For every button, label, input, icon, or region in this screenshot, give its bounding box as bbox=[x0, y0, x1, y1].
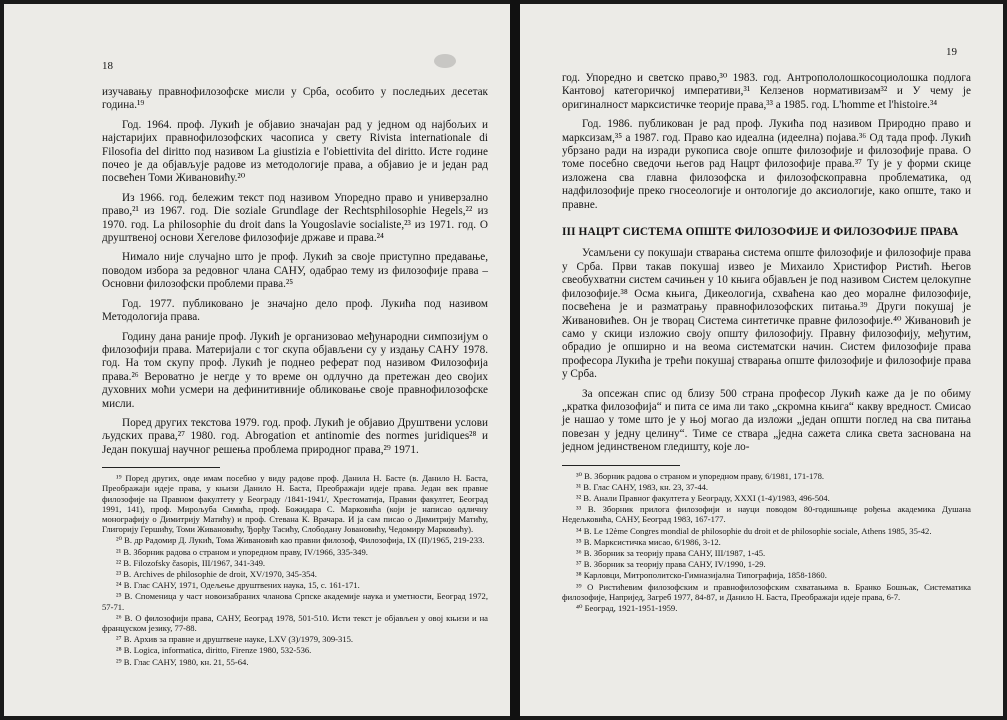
left-body-text bbox=[102, 86, 488, 457]
footnote: ³⁷ В. Зборник за теорију права САНУ, IV/1990, 1-29. bbox=[576, 559, 766, 570]
footnote-divider bbox=[102, 467, 220, 468]
footnote: ⁴⁰ Београд, 1921-1951-1959. bbox=[576, 603, 678, 613]
footnote: ²⁷ В. Архив за правне и друштвене науке, LXV (3)/1979, 309-315. bbox=[116, 634, 354, 645]
footnote: ²³ В. Archives de philosophie de droit, XV/1970, 345-354. bbox=[116, 568, 317, 579]
paragraph: Год. 1986. публикован је рад проф. Лукића под називом Природно право и марксизам,³⁵ а 1987. год. Право као идеална (идеелна) појава.³⁶ Од тада проф. Лукић убрзано ради на изради рукописа своје опште филозофије и филозофије права. О томе посебно сведочи његов рад Нацрт филозофије права.³⁷ Ту је у форми скице изложена сва главна филозофска и филозофскоправна проблематика, од надфилозофије преко гносеологије и онтологије до аксиологије, како опште, тако и правне. bbox=[562, 118, 971, 211]
footnote: ²⁰ В. др Радомир Д. Лукић, Тома Живановић као правни филозоф, Филозофија, IX (II)/1965, 219-233. bbox=[116, 535, 485, 546]
paragraph: изучавању правнофилозофске мисли у Срба, особито у последњих десетак година.¹⁹ bbox=[102, 86, 488, 112]
left-page bbox=[4, 4, 510, 716]
book-gutter bbox=[510, 0, 520, 720]
page-number-right: 19 bbox=[946, 46, 957, 58]
footnote: ²⁵ В. Споменица у част новоизабраних чланова Српске академије наука и уметности, Београд 1972, 57-71. bbox=[102, 591, 488, 612]
footnote: ³⁸ Карловци, Митрополитско-Гимназијална Типографија, 1858-1860. bbox=[576, 570, 827, 581]
paragraph: Поред других текстова 1979. год. проф. Лукић је објавио Друштвени услови људских права,²⁷ 1980. год. Abrogation et antinomie des normes juridiques²⁸ и Један покушај научног решења проблема природног права,²⁹ 1971. bbox=[102, 416, 488, 456]
footnote: ²² В. Filozofsky časopis, III/1967, 341-349. bbox=[116, 557, 266, 568]
paragraph: год. Упоредно и светско право,³⁰ 1983. год. Антропололошкосоциолошка подлога Кантовој категоричкој императиви,³¹ Келзенов нормативизам³² и У чему је оригиналност марксистичке теорије права,³³ а 1985. год. L'homme et l'histoire.³⁴ bbox=[562, 72, 971, 111]
footnote: ²¹ В. Зборник радова о страном и упоредном праву, IV/1966, 335-349. bbox=[116, 546, 368, 557]
paragraph: За опсежан спис од близу 500 страна професор Лукић каже да је по обиму „кратка филозофија“ и пита се има ли тако „скромна књига“ какву вредност. Смисао је нашао у томе што је у њој могао да изложи „један општи поглед на сва питања повезан у једну целину“. Тиме се ствара „једна сажета слика света заснована на једном јединственом гледишту, које ло- bbox=[562, 387, 971, 454]
footnote: ³⁴ В. Le 12ème Congres mondial de philosophie du droit et de philosophie sociale, Athens 1985, 35-42. bbox=[576, 525, 932, 536]
right-body-text bbox=[562, 72, 971, 455]
page-number-left: 18 bbox=[102, 60, 113, 72]
paragraph: Год. 1977. публиковано је значајно дело проф. Лукића под називом Методологија права. bbox=[102, 297, 488, 324]
footnote: ²⁴ В. Глас САНУ, 1971, Одељење друштвених наука, 15, с. 161-171. bbox=[116, 580, 360, 591]
paragraph: Годину дана раније проф. Лукић је организовао међународни симпозијум о филозофији права. Материјали с тог скупа објављени су у издању САНУ 1978. год. На том скупу проф. Лукић је поднео реферат под називом Филозофија права.²⁶ Вероватно је негде у то време он одлучно да претежан део својих духовних моћи усмери на дефинитивније обликовање своје правнофилозофске мисли. bbox=[102, 330, 488, 410]
footnote: ³³ В. Зборник прилога филозофији и науци поводом 80-годишњице рођења академика Душана Недељковића, САНУ, Београд 1983, 167-177. bbox=[562, 504, 971, 525]
footnote-divider bbox=[562, 465, 680, 466]
footnote: ³⁶ В. Зборник за теорију права САНУ, III/1987, 1-45. bbox=[576, 547, 766, 558]
section-heading: III НАЦРТ СИСТЕМА ОПШТЕ ФИЛОЗОФИЈЕ И ФИЛОЗОФИЈЕ ПРАВА bbox=[562, 226, 959, 239]
footnote: ²⁶ В. О филозофији права, САНУ, Београд 1978, 501-510. Исти текст је објављен у овој књизи и на француском језику, 77-88. bbox=[102, 612, 488, 633]
paragraph: Из 1966. год. бележим текст под називом Упоредно право и универзално право,²¹ из 1967. год. Die soziale Grundlage der Rechtsphilosophie Hegels,²² из 1970. год. La philosophie du droit dans la Yougoslavie socialiste,²³ из 1971. год. О друштвеној основи Хегелове филозофије државе и права.²⁴ bbox=[102, 191, 488, 245]
paragraph: Усамљени су покушаји стварања система опште филозофије и филозофије права у Срба. Први такав покушај извео је Михаило Христифор Ристић. Његов свеобухватни систем сачињен у 10 књига објављен је под називом Систем целокупне филозофије.³⁸ Осма књига, Дикеологија, схваћена као део моралне филозофије, посвећена је и разматрању правнофилозофских питања.³⁹ Други покушај је Живановићев. Он је творац Система синтетичке правне филозофије.⁴⁰ Живановић је само у скици изложио своју општу филозофију. Правну филозофију, међутим, обрадио је опширно и на веома систематски начин. Систем филозофије права професора Лукића је трећи покушај стварања опште филозофије и филозофије права у Срба. bbox=[562, 247, 971, 381]
left-footnotes bbox=[102, 473, 488, 667]
page-smudge bbox=[434, 54, 456, 68]
right-page bbox=[520, 4, 1003, 716]
footnote: ²⁹ В. Глас САНУ, 1980, кн. 21, 55-64. bbox=[116, 656, 249, 667]
footnote: ³² В. Анали Правног факултета у Београду, XXXI (1-4)/1983, 496-504. bbox=[576, 492, 830, 503]
footnote: ³⁵ В. Марксистичка мисао, 6/1986, 3-12. bbox=[576, 536, 721, 547]
footnote: ³⁹ О Ристићевим филозофским и правнофилозофским схватањима в. Бранко Бошњак, Систематика филозофије, Напријед, Загреб 1977, 84-87, и Данило Н. Баста, Преображаји идеје права, 6-7. bbox=[562, 581, 971, 602]
footnote: ³¹ В. Глас САНУ, 1983, кн. 23, 37-44. bbox=[576, 481, 709, 492]
right-footnotes bbox=[562, 471, 971, 614]
footnote: ²⁸ В. Logica, informatica, diritto, Firenze 1980, 532-536. bbox=[116, 645, 312, 656]
footnote: ¹⁹ Поред других, овде имам посебно у виду радове проф. Данила Н. Басте (в. Данило Н. Баста, Преображаји идеје права, у књизи Данило Н. Баста, Преображаји идеје права. Један век правне филозофије на Правном факултету у Београду /1841-1941/, Хрестоматија, Правни факултет, Београд 1991, 141), проф. Мирољуба Симића, проф. Божидара С. Марковића (који је написао одличну монографију о Димитрију Матићу) и проф. Стевана К. Врачара. И ја сам писао о Димитрију Матићу, Глигорију Гершићу, Томи Живановићу, Ђорђу Тасићу, Слободану Јовановићу, Чедомиру Марковићу). bbox=[102, 473, 488, 535]
paragraph: Год. 1964. проф. Лукић је објавио значајан рад у једном од најбољих и најстаријих правнофилозофских часописа у свету Rivista internationale di Filosofia del diritto под називом La giustizia e l'obiettivita del diritto. Исте године почео је да објављује радове из методологије права, а објавио је и један рад посвећен Томи Живановићу.²⁰ bbox=[102, 118, 488, 185]
paragraph: Нимало није случајно што је проф. Лукић за своје приступно предавање, поводом избора за редовног члана САНУ, одабрао тему из филозофије права – Основни филозофски проблеми права.²⁵ bbox=[102, 251, 488, 291]
footnote: ³⁰ В. Зборник радова о страном и упоредном праву, 6/1981, 171-178. bbox=[576, 470, 825, 481]
